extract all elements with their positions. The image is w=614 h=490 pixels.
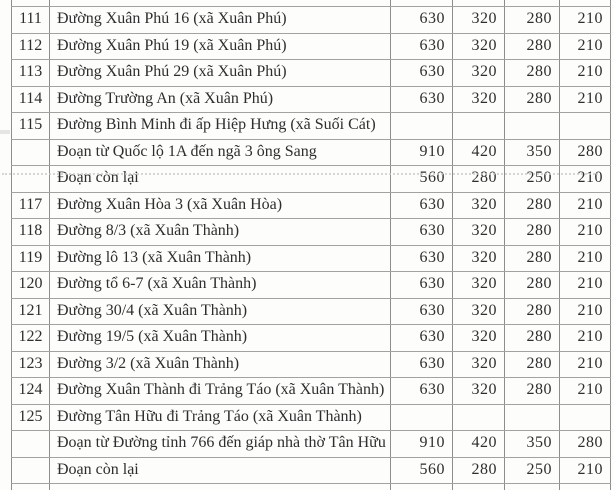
- price-cell: [453, 113, 505, 140]
- row-number-cell: 119: [12, 245, 50, 272]
- price-cell: 210: [560, 298, 611, 325]
- street-name-cell: Đường Trường An (xã Xuân Phú): [50, 86, 391, 113]
- table-row: [12, 219, 611, 246]
- table-row: [12, 298, 611, 325]
- price-cell: 280: [505, 192, 560, 219]
- table-row: [12, 60, 611, 87]
- price-cell: 210: [560, 457, 611, 484]
- price-cell: 280: [505, 272, 560, 299]
- price-cell: 320: [453, 351, 505, 378]
- row-number-cell: 125: [12, 404, 50, 431]
- table-row: [12, 325, 611, 352]
- price-cell: 630: [391, 60, 453, 87]
- price-cell: 280: [505, 86, 560, 113]
- price-cell: 280: [505, 7, 560, 34]
- street-name-cell: Đường Xuân Phú 16 (xã Xuân Phú): [50, 7, 391, 34]
- price-cell: 280: [505, 245, 560, 272]
- price-cell: [560, 404, 611, 431]
- price-cell: [560, 113, 611, 140]
- table-row: [12, 7, 611, 34]
- price-cell: 350: [505, 431, 560, 458]
- price-cell: 210: [560, 219, 611, 246]
- street-name-cell: Đường Xuân Phú 29 (xã Xuân Phú): [50, 60, 391, 87]
- row-number-cell: [12, 166, 50, 193]
- price-cell: 280: [505, 351, 560, 378]
- price-cell: 320: [453, 378, 505, 405]
- street-name-cell: Đường 8/3 (xã Xuân Thành): [50, 219, 391, 246]
- street-name-cell: Đường Xuân Thành đi Trảng Táo (xã Xuân Thành): [50, 378, 391, 405]
- land-price-table: [11, 0, 611, 490]
- price-cell: 250: [505, 457, 560, 484]
- price-cell: 320: [453, 245, 505, 272]
- empty-cell: [560, 484, 611, 490]
- street-name-cell: Đoạn từ Đường tỉnh 766 đến giáp nhà thờ Tân Hữu: [50, 431, 391, 458]
- price-cell: 320: [453, 33, 505, 60]
- row-number-cell: 124: [12, 378, 50, 405]
- row-number-cell: 115: [12, 113, 50, 140]
- table-row: [12, 86, 611, 113]
- price-cell: 630: [391, 378, 453, 405]
- street-name-cell: Đường Xuân Phú 19 (xã Xuân Phú): [50, 33, 391, 60]
- street-name-cell: Đường Xuân Hòa 3 (xã Xuân Hòa): [50, 192, 391, 219]
- row-number-cell: 114: [12, 86, 50, 113]
- street-name-cell: Đường 30/4 (xã Xuân Thành): [50, 298, 391, 325]
- price-cell: [391, 404, 453, 431]
- price-cell: 910: [391, 431, 453, 458]
- table-row: [12, 192, 611, 219]
- price-cell: 320: [453, 325, 505, 352]
- price-cell: 210: [560, 351, 611, 378]
- price-cell: 630: [391, 272, 453, 299]
- street-name-cell: Đường tổ 6-7 (xã Xuân Thành): [50, 272, 391, 299]
- table-row: [12, 113, 611, 140]
- row-number-cell: 123: [12, 351, 50, 378]
- price-cell: 420: [453, 139, 505, 166]
- price-cell: 210: [560, 166, 611, 193]
- price-cell: 210: [560, 60, 611, 87]
- price-cell: 630: [391, 298, 453, 325]
- price-cell: 560: [391, 457, 453, 484]
- price-cell: 250: [505, 166, 560, 193]
- price-cell: 280: [505, 60, 560, 87]
- price-cell: 280: [453, 457, 505, 484]
- price-cell: 280: [505, 219, 560, 246]
- price-cell: 320: [453, 60, 505, 87]
- price-cell: 280: [560, 139, 611, 166]
- table-row: [12, 431, 611, 458]
- price-cell: 320: [453, 219, 505, 246]
- table-row: [12, 33, 611, 60]
- row-number-cell: 112: [12, 33, 50, 60]
- street-name-cell: Đoạn còn lại: [50, 166, 391, 193]
- street-name-cell: Đoạn từ Quốc lộ 1A đến ngã 3 ông Sang: [50, 139, 391, 166]
- price-cell: 630: [391, 7, 453, 34]
- table-row: [12, 404, 611, 431]
- price-cell: 210: [560, 325, 611, 352]
- scan-artifact-smudge: [0, 130, 10, 134]
- row-number-cell: 118: [12, 219, 50, 246]
- price-cell: [453, 404, 505, 431]
- price-cell: 320: [453, 272, 505, 299]
- row-number-cell: [12, 431, 50, 458]
- street-name-cell: Đường lô 13 (xã Xuân Thành): [50, 245, 391, 272]
- street-name-cell: Đường Bình Minh đi ấp Hiệp Hưng (xã Suối Cát): [50, 113, 391, 140]
- price-cell: 630: [391, 33, 453, 60]
- street-name-cell: Đường Tân Hữu đi Trảng Táo (xã Xuân Thành): [50, 404, 391, 431]
- row-number-cell: 117: [12, 192, 50, 219]
- price-cell: 910: [391, 139, 453, 166]
- price-cell: 210: [560, 86, 611, 113]
- empty-cell: [505, 484, 560, 490]
- price-cell: 630: [391, 325, 453, 352]
- price-cell: 630: [391, 192, 453, 219]
- price-cell: 210: [560, 7, 611, 34]
- price-cell: 630: [391, 351, 453, 378]
- price-cell: 320: [453, 298, 505, 325]
- table-row: [12, 351, 611, 378]
- price-cell: 210: [560, 378, 611, 405]
- price-cell: 630: [391, 245, 453, 272]
- row-number-cell: 120: [12, 272, 50, 299]
- price-cell: 210: [560, 192, 611, 219]
- price-cell: 210: [560, 245, 611, 272]
- price-table-body: [12, 0, 611, 490]
- table-row: [12, 457, 611, 484]
- price-cell: 210: [560, 272, 611, 299]
- empty-cell: [391, 484, 453, 490]
- price-cell: 630: [391, 219, 453, 246]
- table-row: [12, 139, 611, 166]
- street-name-cell: Đường 19/5 (xã Xuân Thành): [50, 325, 391, 352]
- price-cell: [505, 404, 560, 431]
- price-cell: [391, 113, 453, 140]
- price-cell: 420: [453, 431, 505, 458]
- street-name-cell: Đoạn còn lại: [50, 457, 391, 484]
- price-cell: 320: [453, 7, 505, 34]
- price-cell: 280: [505, 298, 560, 325]
- price-cell: 320: [453, 86, 505, 113]
- price-cell: 280: [505, 378, 560, 405]
- table-row: [12, 245, 611, 272]
- price-cell: 350: [505, 139, 560, 166]
- empty-cell: [453, 484, 505, 490]
- price-cell: 630: [391, 86, 453, 113]
- empty-cell: [50, 484, 391, 490]
- price-cell: 210: [560, 33, 611, 60]
- table-row: [12, 166, 611, 193]
- price-cell: 280: [560, 431, 611, 458]
- table-row: [12, 378, 611, 405]
- partial-row-bottom: [12, 484, 611, 490]
- row-number-cell: 111: [12, 7, 50, 34]
- price-cell: 320: [453, 192, 505, 219]
- row-number-cell: [12, 457, 50, 484]
- table-row: [12, 272, 611, 299]
- row-number-cell: 121: [12, 298, 50, 325]
- price-cell: 280: [505, 33, 560, 60]
- street-name-cell: Đường 3/2 (xã Xuân Thành): [50, 351, 391, 378]
- row-number-cell: 122: [12, 325, 50, 352]
- empty-cell: [12, 484, 50, 490]
- price-cell: 280: [453, 166, 505, 193]
- row-number-cell: 113: [12, 60, 50, 87]
- price-cell: 560: [391, 166, 453, 193]
- price-cell: 280: [505, 325, 560, 352]
- row-number-cell: [12, 139, 50, 166]
- price-cell: [505, 113, 560, 140]
